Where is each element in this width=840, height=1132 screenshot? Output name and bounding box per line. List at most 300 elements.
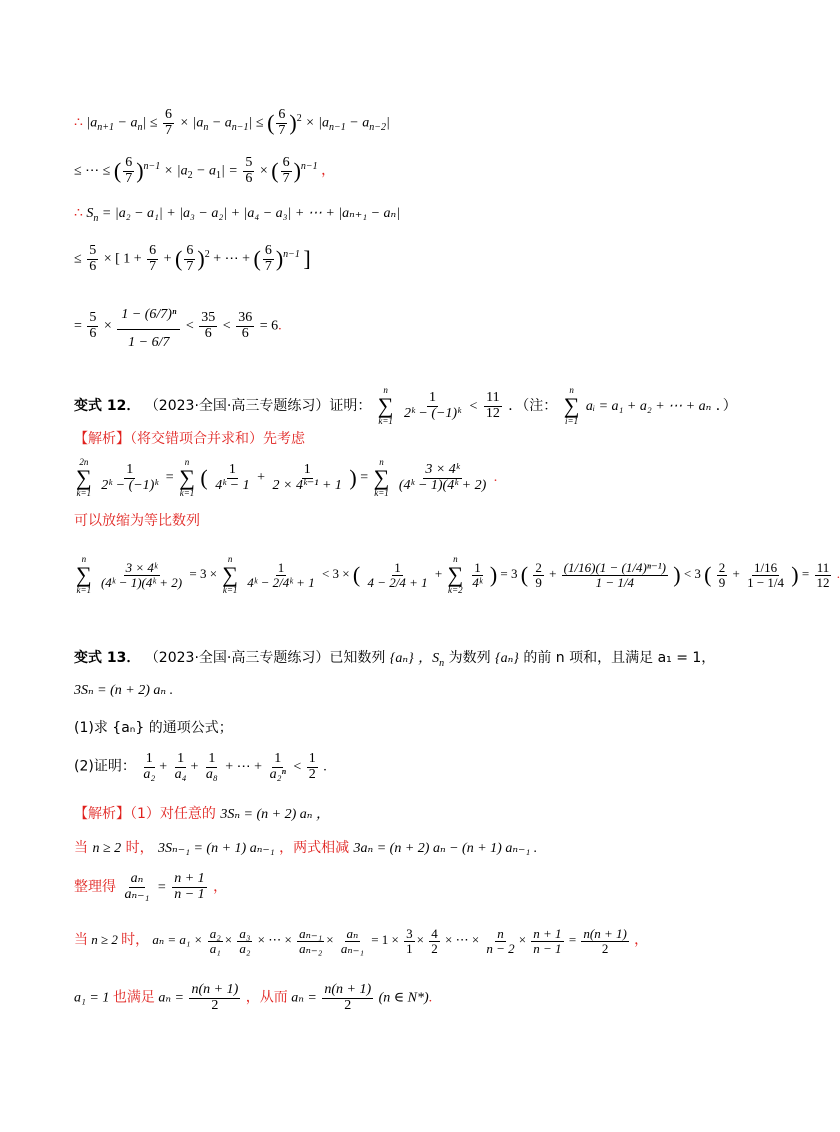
- numerator: 1: [208, 751, 216, 766]
- punctuation: ，: [321, 163, 336, 179]
- numerator: 3 × 4ᵏ: [425, 461, 460, 477]
- fraction: [470, 561, 484, 589]
- denominator: aₙ₋₁: [340, 940, 364, 956]
- summation: n ∑ k=1: [373, 457, 390, 498]
- fraction: [87, 244, 98, 274]
- sub: n: [439, 657, 445, 669]
- condition: n ≥ 2: [92, 841, 122, 856]
- text: 时，: [125, 840, 154, 856]
- denominator: 6: [89, 258, 97, 274]
- fraction: [484, 391, 502, 421]
- text: × [ 1 +: [103, 251, 142, 267]
- denominator: aₙ₋₁: [124, 886, 150, 902]
- summation: n ∑ k=1: [179, 457, 195, 498]
- numerator: 2: [718, 559, 726, 575]
- denominator: a₁: [209, 940, 221, 956]
- note-text: ．）: [715, 398, 737, 414]
- denominator: 7: [264, 258, 272, 274]
- text: +: [732, 565, 740, 581]
- solution-tag: 【解析】: [74, 806, 130, 822]
- denominator: 6: [241, 325, 249, 341]
- text: − a: [208, 115, 232, 131]
- summation: n ∑ k=1: [222, 554, 238, 595]
- denominator: a₂ⁿ: [269, 766, 286, 782]
- exponent: n−1: [143, 160, 161, 172]
- sub: n+1: [97, 122, 115, 134]
- numerator: n + 1: [174, 871, 205, 886]
- denominator: 7: [125, 170, 133, 186]
- sub: n: [203, 122, 209, 134]
- text: ≤ ⋯ ≤: [74, 163, 111, 179]
- condition: n ≥ 2: [91, 932, 118, 948]
- denominator: 4 − 2/4 + 1: [367, 574, 428, 590]
- denominator: 12: [816, 574, 830, 590]
- solution-13-line-1: [74, 806, 330, 824]
- numerator: n(n + 1): [324, 982, 372, 997]
- part-text: (1)求 {aₙ} 的通项公式；: [74, 720, 233, 736]
- denominator: a₄: [174, 766, 187, 782]
- fraction: [213, 463, 251, 493]
- denominator: 2: [431, 940, 438, 956]
- numerator: 6: [186, 243, 194, 258]
- denominator: 2: [308, 766, 316, 782]
- solution-13-line-2: [74, 840, 537, 858]
- formula: 3aₙ = (n + 2) aₙ − (n + 1) aₙ₋₁ .: [353, 841, 538, 856]
- result-line-5: [74, 302, 282, 350]
- numerator: 35: [201, 310, 216, 325]
- text: 时，: [121, 932, 150, 949]
- solution-12-equation-2: [74, 555, 840, 595]
- sum-upper: n: [383, 385, 388, 395]
- inequality-line-1: [74, 108, 390, 138]
- sub: n−2: [369, 122, 386, 134]
- punctuation: ，: [634, 932, 649, 949]
- numerator: 1: [228, 461, 236, 477]
- right-paren: ): [349, 464, 357, 490]
- numerator: 1: [126, 461, 134, 477]
- summation: n ∑ k=1: [377, 385, 394, 426]
- denominator: 2ᵏ − (−1)ᵏ: [403, 405, 462, 421]
- text: ，从而: [245, 989, 288, 1006]
- fraction: [404, 927, 415, 955]
- fraction: [184, 244, 195, 274]
- solution-12-header: [74, 431, 305, 448]
- text: （1）对任意的: [130, 806, 216, 822]
- text: ，两式相减: [279, 840, 350, 856]
- text: +: [163, 251, 172, 267]
- text: =: [157, 880, 166, 896]
- denominator: 4ᵏ − 1: [215, 477, 250, 493]
- fraction: [189, 983, 240, 1013]
- sum-lower: i=1: [565, 416, 579, 426]
- exponent: 2: [296, 112, 302, 124]
- sum-lower: k=1: [76, 585, 92, 595]
- right-paren: ): [791, 561, 799, 587]
- fraction: [271, 463, 344, 493]
- text: × |a: [163, 163, 188, 179]
- text: + ⋯ +: [213, 251, 250, 267]
- numerator: 6: [149, 243, 157, 258]
- text: ，S: [418, 651, 440, 666]
- fraction: [322, 983, 373, 1013]
- text: <: [293, 759, 302, 775]
- fraction: [745, 561, 786, 589]
- text: <: [185, 318, 194, 334]
- sum-upper: n: [81, 554, 87, 564]
- fraction: [397, 463, 488, 493]
- fraction: [339, 927, 366, 955]
- numerator: 5: [245, 155, 253, 170]
- denominator: 4ᵏ − 2/4ᵏ + 1: [247, 574, 315, 590]
- right-paren: ): [293, 157, 301, 183]
- note-text: ．（注：: [508, 398, 558, 414]
- formula: 3Sₙ₋₁ = (n + 1) aₙ₋₁: [158, 841, 275, 856]
- sum-lower: k=1: [374, 488, 389, 498]
- right-paren: ): [275, 245, 284, 271]
- numerator: aₙ: [130, 871, 144, 886]
- numerator: n + 1: [533, 926, 562, 941]
- text: ×: [103, 318, 112, 334]
- denominator: 9: [718, 574, 726, 590]
- right-paren: ): [289, 109, 297, 135]
- denominator: (4ᵏ − 1)(4ᵏ + 2): [100, 574, 183, 590]
- denominator: 2: [344, 997, 352, 1013]
- sum-upper: n: [453, 554, 458, 564]
- denominator: 2: [601, 940, 609, 956]
- numerator: a₃: [239, 926, 251, 941]
- fraction: [87, 311, 98, 341]
- fraction: [173, 752, 189, 782]
- denominator: 1 − 1/4: [747, 574, 785, 590]
- numerator: 6: [165, 107, 173, 122]
- denominator: 7: [149, 258, 157, 274]
- solution-13-line-4: 当 n ≥ 2 时， aₙ = a₁ × $\frac{\text{a₂}}{\text{a₁}}$ × $\frac{\text{a₃}}{\text{a₂}}$ × ⋯ × $\frac{\text{aₙ₋₁}}{\text{aₙ₋₂}}$ × $\frac{\text{aₙ}}{\text{aₙ₋₁}}$ = 1 × $\frac{3}{1}$ × $\frac{4}{2}$ × ⋯ × $\frac{n}{n - 2}$ × $\frac{n + 1}{n - 1}$ = $\frac{n(n + 1)}{2}$ ，: [74, 926, 649, 956]
- sub: n−1: [231, 122, 249, 134]
- numerator: n(n + 1): [583, 926, 627, 941]
- text: =: [74, 318, 82, 334]
- denominator: 4ᵏ: [472, 574, 483, 590]
- therefore-symbol: ∴: [74, 115, 83, 131]
- text: = |a₂ − a₁| + |a₃ − a₂| + |a₄ − a₃| + ⋯ + |aₙ₊₁ − aₙ|: [98, 206, 401, 221]
- text: | ≤: [142, 115, 158, 131]
- fraction: [163, 108, 174, 138]
- variant-label: 变式 13．: [74, 650, 141, 666]
- text: +: [434, 565, 443, 581]
- text: ×: [259, 163, 268, 179]
- text: × ⋯ ×: [257, 932, 292, 948]
- fraction: [268, 752, 288, 782]
- text: − a: [345, 115, 370, 131]
- variant-12-statement: [74, 386, 737, 426]
- left-paren: (: [175, 245, 183, 271]
- fraction: [117, 302, 180, 350]
- fraction: [236, 311, 254, 341]
- text: = 6: [259, 318, 279, 334]
- text: 当: [74, 840, 88, 856]
- source-text: （2023·全国·高三专题练习）已知数列: [144, 650, 386, 666]
- denominator: n − 1: [174, 886, 205, 902]
- condition: (n ∈ N*): [378, 990, 429, 1006]
- numerator: 1 − (6/7)ⁿ: [117, 302, 180, 330]
- text: =: [165, 470, 174, 486]
- numerator: 6: [264, 243, 272, 258]
- fraction: [365, 561, 429, 589]
- numerator: 36: [238, 310, 253, 325]
- sum-upper: 2n: [79, 457, 89, 467]
- text: 的前 n 项和，且满足 a₁ = 1，: [523, 650, 716, 666]
- fraction: [531, 927, 563, 955]
- fraction: [281, 156, 292, 186]
- text: 当: [74, 932, 88, 949]
- fraction: [533, 561, 544, 589]
- text: S: [86, 206, 94, 221]
- numerator: 4: [431, 926, 438, 941]
- fraction: [204, 752, 220, 782]
- numerator: 1: [428, 389, 436, 405]
- fraction: [276, 108, 287, 138]
- sum-upper: n: [379, 457, 384, 467]
- variant-13-statement: [74, 650, 715, 670]
- punctuation: .: [428, 990, 433, 1006]
- solution-12-equation-1: [74, 458, 497, 498]
- text: <: [469, 399, 478, 414]
- text: = 3: [500, 565, 518, 581]
- text: × |a: [179, 115, 204, 131]
- note-text: 可以放缩为等比数列: [74, 513, 200, 529]
- fraction: [814, 561, 831, 589]
- numerator: 1: [177, 751, 185, 766]
- fraction: [581, 927, 628, 955]
- text: | =: [221, 163, 238, 179]
- numerator: 1: [474, 559, 481, 575]
- denominator: 2: [211, 997, 219, 1013]
- note-formula: aᵢ = a₁ + a₂ + ⋯ + aₙ: [585, 399, 712, 414]
- text: < 3 ×: [321, 565, 350, 581]
- denominator: 6: [89, 325, 97, 341]
- text: =: [568, 932, 577, 948]
- denominator: n − 2: [486, 940, 515, 956]
- fraction: [122, 872, 151, 902]
- solution-hint: （将交错项合并求和）先考虑: [130, 431, 305, 447]
- numerator: 3 × 4ᵏ: [125, 559, 158, 575]
- denominator: a₂: [239, 940, 251, 956]
- text: 整理得: [74, 879, 116, 896]
- fraction: [717, 561, 728, 589]
- sum-line-3: [74, 206, 400, 225]
- denominator: 7: [165, 122, 173, 138]
- text: × |a: [305, 115, 330, 131]
- numerator: n: [497, 926, 504, 941]
- sequence-symbol: {aₙ}: [495, 651, 519, 666]
- inequality-line-4: [74, 244, 311, 274]
- sub: n−1: [329, 122, 346, 134]
- left-paren: (: [704, 561, 712, 587]
- denominator: 1: [406, 940, 413, 956]
- fraction: [123, 156, 134, 186]
- inequality-line-2: [74, 156, 335, 186]
- left-paren: (: [352, 561, 361, 587]
- denominator: 12: [485, 405, 500, 421]
- sum-lower: k=1: [222, 585, 238, 595]
- numerator: 2: [535, 559, 542, 575]
- fraction: [307, 752, 318, 782]
- summation: n ∑ k=1: [76, 554, 92, 595]
- summation: 2n ∑ k=1: [76, 457, 92, 498]
- sum-lower: k=1: [76, 488, 92, 498]
- summation: n ∑ i=1: [563, 385, 580, 426]
- left-paren: (: [520, 561, 529, 587]
- sum-lower: k=2: [448, 585, 463, 595]
- denominator: 1 − 6/7: [128, 334, 170, 350]
- punctuation: .: [493, 470, 498, 486]
- sum-upper: n: [184, 457, 190, 467]
- text: |a: [86, 115, 98, 131]
- left-paren: (: [200, 464, 208, 490]
- fraction: [147, 244, 158, 274]
- fraction: [99, 463, 160, 493]
- denominator: (4ᵏ − 1)(4ᵏ + 2): [398, 477, 487, 493]
- summation: n ∑ k=2: [447, 554, 464, 595]
- denominator: n − 1: [533, 940, 562, 956]
- numerator: 1: [303, 461, 311, 477]
- variant-13-part-2: (2)证明： $\frac{1}{\text{a₂}}$ + $\frac{1}{\text{a₄}}$ + $\frac{1}{\text{a₈}}$ + ⋯ + $\frac{1}{\text{a₂ⁿ}}$ < $\frac{1}{2}$ .: [74, 751, 327, 782]
- numerator: 1/16: [754, 559, 778, 575]
- sequence-symbol: {aₙ}: [389, 651, 414, 666]
- denominator: 7: [186, 258, 194, 274]
- exponent: n−1: [300, 160, 318, 172]
- numerator: (1/16)(1 − (1/4)ⁿ⁻¹): [563, 559, 666, 575]
- left-paren: (: [271, 157, 279, 183]
- text: +: [549, 565, 557, 581]
- exponent: n−1: [283, 248, 300, 260]
- left-paren: (: [113, 157, 122, 183]
- numerator: 11: [486, 389, 500, 405]
- punctuation: ，: [213, 879, 228, 896]
- punctuation: .: [278, 318, 282, 334]
- denominator: 9: [535, 574, 542, 590]
- text: 也满足: [112, 989, 155, 1006]
- right-bracket: ]: [303, 245, 311, 271]
- sub: n: [93, 212, 99, 224]
- solution-13-line-3: [74, 872, 227, 902]
- fraction: [429, 927, 440, 955]
- numerator: 3: [406, 926, 413, 941]
- solution-13-line-5: [74, 983, 432, 1013]
- condition-formula: 3Sₙ = (n + 2) aₙ .: [74, 683, 174, 698]
- text: |: [385, 115, 390, 131]
- denominator: 6: [204, 325, 212, 341]
- sub: n: [137, 122, 143, 134]
- numerator: 6: [125, 155, 133, 170]
- text: < 3: [683, 565, 701, 581]
- numerator: n(n + 1): [191, 982, 239, 997]
- fraction: [297, 927, 324, 955]
- fraction: [199, 311, 217, 341]
- fraction: [99, 561, 184, 589]
- variant-label: 变式 12．: [74, 398, 141, 414]
- text: | ≤: [248, 115, 264, 131]
- numerator: 1: [274, 751, 282, 766]
- sum-upper: n: [227, 554, 233, 564]
- formula: aₙ =: [291, 990, 317, 1006]
- text: + ⋯ +: [225, 759, 263, 775]
- left-paren: (: [267, 109, 275, 135]
- denominator: 6: [245, 170, 253, 186]
- exponent: 2: [204, 248, 210, 260]
- numerator: 6: [282, 155, 290, 170]
- denominator: 7: [278, 122, 286, 138]
- fraction: [263, 244, 274, 274]
- sum-upper: n: [569, 385, 574, 395]
- text: +: [257, 470, 265, 486]
- numerator: 1: [308, 751, 316, 766]
- numerator: 1: [145, 751, 153, 766]
- fraction: [237, 927, 252, 955]
- denominator: a₈: [205, 766, 218, 782]
- text: =: [360, 470, 369, 486]
- text: = 1 ×: [371, 932, 399, 948]
- text: = 3 ×: [189, 565, 218, 581]
- fraction: [243, 156, 254, 186]
- text: − a: [114, 115, 138, 131]
- punctuation: .: [323, 759, 327, 775]
- sum-lower: k=1: [179, 488, 195, 498]
- formula: 3Sₙ = (n + 2) aₙ ，: [220, 807, 330, 822]
- therefore-symbol: ∴: [74, 206, 83, 221]
- part-label: (2)证明：: [74, 758, 136, 775]
- formula: aₙ =: [158, 990, 184, 1006]
- formula: aₙ = a₁ ×: [152, 932, 203, 948]
- source-text: （2023·全国·高三专题练习）证明：: [144, 398, 372, 414]
- text: × ⋯ ×: [444, 932, 480, 948]
- fraction: [208, 927, 223, 955]
- numerator: 1: [277, 559, 285, 575]
- fraction: [245, 561, 316, 589]
- variant-13-part-1: [74, 720, 233, 737]
- fraction: [172, 872, 206, 902]
- denominator: a₂: [143, 766, 156, 782]
- text: <: [222, 318, 231, 334]
- punctuation: .: [836, 565, 840, 581]
- scaling-note: [74, 513, 200, 530]
- numerator: 5: [89, 310, 97, 325]
- text: 为数列: [448, 650, 491, 666]
- denominator: 2ᵏ − (−1)ᵏ: [101, 477, 159, 493]
- sum-lower: k=1: [378, 416, 393, 426]
- sub: 2: [187, 170, 193, 182]
- denominator: 2 × 4ᵏ⁻¹ + 1: [272, 477, 342, 493]
- fraction: [562, 561, 668, 589]
- fraction: [402, 391, 463, 421]
- numerator: 11: [816, 559, 830, 575]
- text: ≤: [74, 251, 82, 267]
- right-paren: ): [136, 157, 144, 183]
- numerator: aₙ₋₁: [299, 926, 323, 941]
- right-paren: ): [673, 561, 681, 587]
- variant-13-condition: [74, 683, 173, 700]
- denominator: 7: [282, 170, 290, 186]
- fraction: [141, 752, 157, 782]
- solution-tag: 【解析】: [74, 431, 130, 447]
- text: − a: [192, 163, 217, 179]
- left-paren: (: [253, 245, 261, 271]
- text: =: [801, 565, 810, 581]
- denominator: 1 − 1/4: [595, 574, 635, 590]
- numerator: 5: [89, 243, 97, 258]
- right-paren: ): [197, 245, 205, 271]
- fraction: [484, 927, 516, 955]
- numerator: 6: [278, 107, 286, 122]
